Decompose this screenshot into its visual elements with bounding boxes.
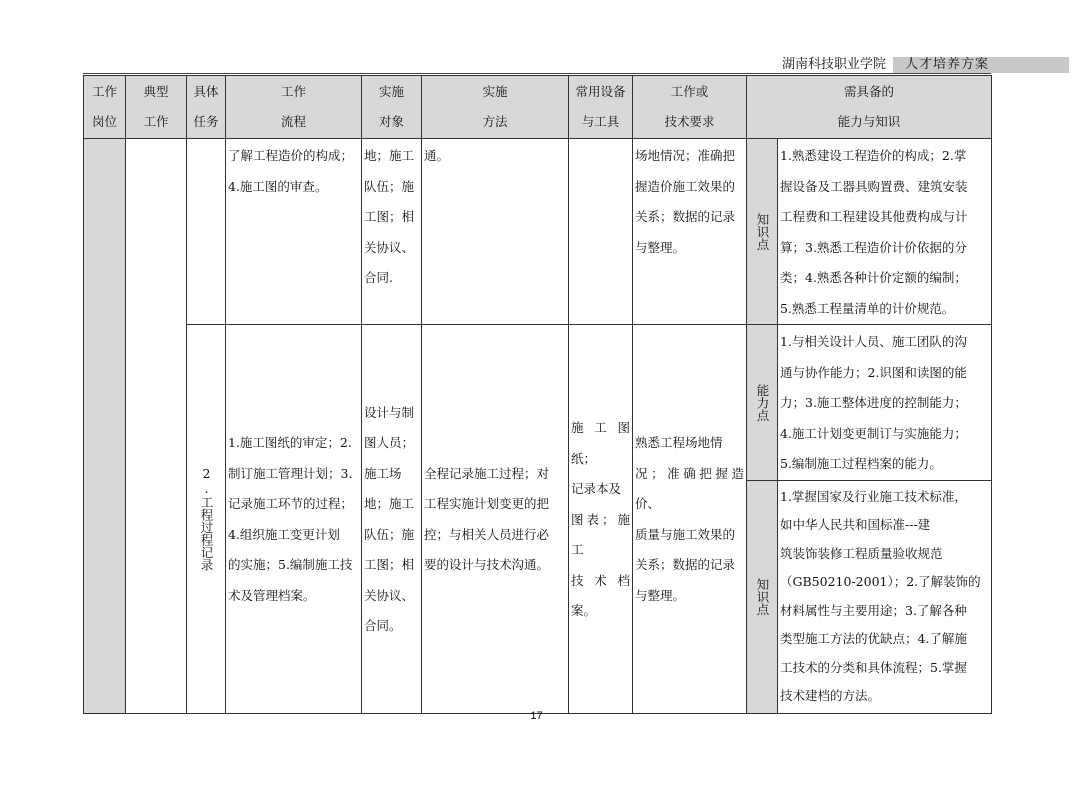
header-school-name: 湖南科技职业学院: [782, 57, 887, 72]
task-cell: 2.工程过程记录: [187, 325, 226, 714]
flow-cell: 了解工程造价的构成； 4.施工图的审查。: [226, 139, 362, 325]
typical-work-cell: [126, 139, 187, 714]
header-program-title: 人才培养方案: [893, 57, 1069, 73]
task-cell: [187, 139, 226, 325]
knowledge-cell: 1.熟悉建设工程造价的构成；2.掌 握设备及工器具购置费、建筑安装 工程费和工程建设其他费构成与计 算；3.熟悉工程造价计价依据的分 类；4.熟悉各种计价定额的编制； 5.熟悉工程量清单的计价规范。: [778, 139, 992, 325]
tools-cell: [569, 139, 633, 325]
col-header: 常用设备 与工具: [569, 76, 633, 139]
header-rule: [83, 73, 991, 74]
col-header: 工作 岗位: [84, 76, 126, 139]
requirement-cell: 熟悉工程场地情 况；准确把握造价、 质量与施工效果的 关系；数据的记录 与整理。: [633, 325, 747, 714]
knowledge-label: 知识点: [747, 139, 778, 325]
tools-cell: 施工图纸； 记录本及 图表；施工 技术档案。: [569, 325, 633, 714]
curriculum-table: [83, 75, 992, 714]
col-header: 工作 流程: [226, 76, 362, 139]
col-header: 实施 方法: [422, 76, 569, 139]
flow-cell: 1.施工图纸的审定；2. 制订施工管理计划；3. 记录施工环节的过程； 4.组织施工变更计划 的实施；5.编制施工技 术及管理档案。: [226, 325, 362, 714]
col-header: 具体 任务: [187, 76, 226, 139]
table-header-row: [84, 76, 992, 139]
col-header: 需具备的 能力与知识: [747, 76, 992, 139]
object-cell: 地；施工 队伍；施 工图；相 关协议、 合同.: [362, 139, 422, 325]
ability-cell: 1.与相关设计人员、施工团队的沟 通与协作能力；2.识图和读图的能 力；3.施工整体进度的控制能力； 4.施工计划变更制订与实施能力； 5.编制施工过程档案的能力。: [778, 325, 992, 481]
job-post-cell: [84, 139, 126, 714]
method-cell: 全程记录施工过程；对 工程实施计划变更的把 控；与相关人员进行必 要的设计与技术沟通。: [422, 325, 569, 714]
table-row: [84, 139, 992, 325]
method-cell: 通。: [422, 139, 569, 325]
knowledge-cell: 1.掌握国家及行业施工技术标准， 如中华人民共和国标准---建 筑装饰装修工程质量验收规范 （GB50210-2001）；2.了解装饰的 材料属性与主要用途；3.了解各种 类型施工方法的优缺点；4.了解施 工技术的分类和具体流程；5.掌握 技术建档的方法。: [778, 480, 992, 713]
knowledge-label: 知识点: [747, 480, 778, 713]
object-cell: 设计与制 图人员； 施工场 地；施工 队伍；施 工图；相 关协议、 合同。: [362, 325, 422, 714]
table-row: [84, 325, 992, 481]
col-header: 工作或 技术要求: [633, 76, 747, 139]
page-number: 17: [530, 710, 543, 722]
ability-label: 能力点: [747, 325, 778, 481]
requirement-cell: 场地情况；准确把 握造价施工效果的 关系；数据的记录 与整理。: [633, 139, 747, 325]
col-header: 典型 工作: [126, 76, 187, 139]
col-header: 实施 对象: [362, 76, 422, 139]
